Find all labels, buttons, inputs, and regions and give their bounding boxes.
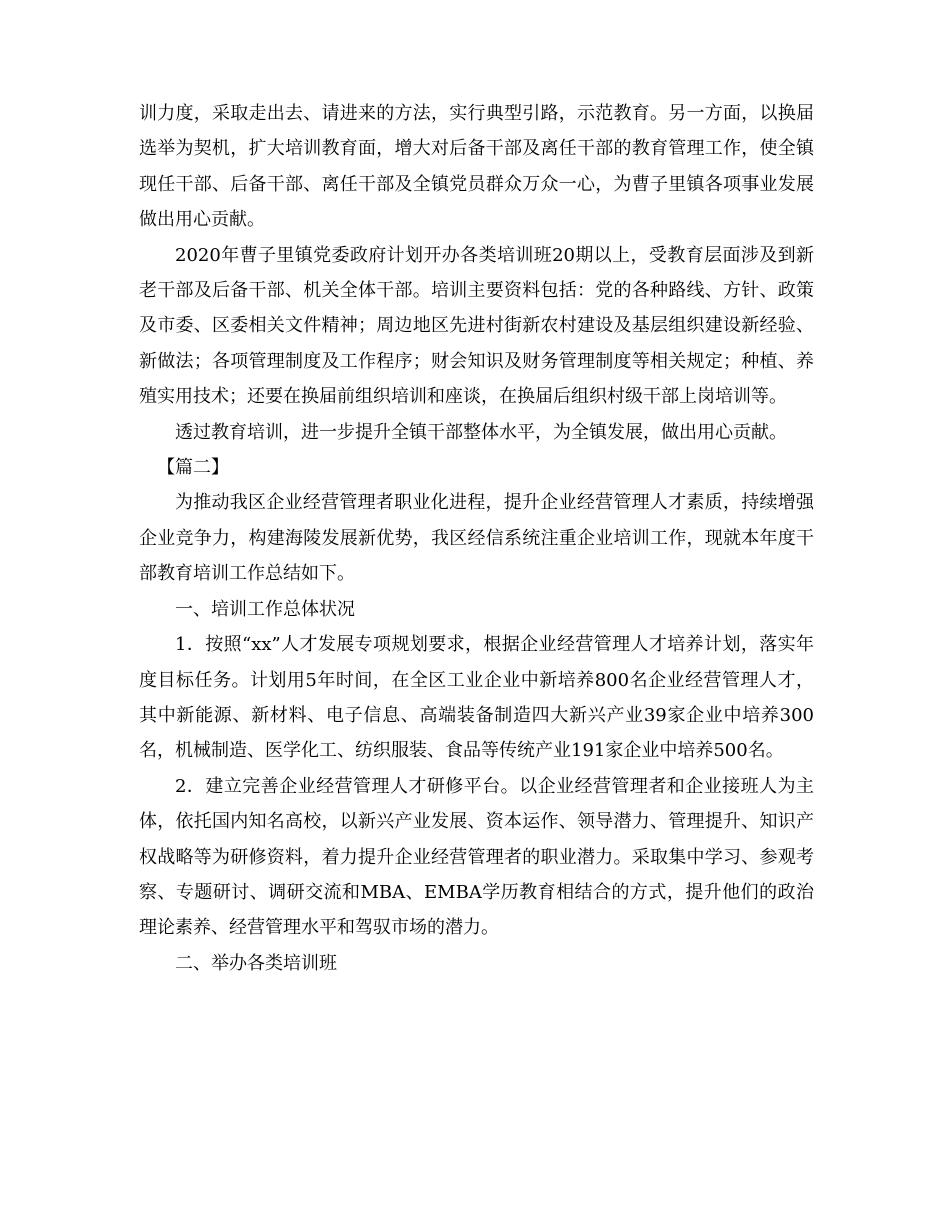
section-heading-part-two: 【篇二】 [157,457,229,479]
heading-training-classes: 二、举办各类培训班 [175,952,337,974]
paragraph-continuation: 训力度，采取走出去、请进来的方法，实行典型引路，示范教育。另一方面，以换届选举为契机，扩大培训教育面，增大对后备干部及离任干部的教育管理工作，使全镇现任干部、后备干部、离任干部及全镇党员群众万众一心，为曹子里镇各项事业发展做出用心贡献。 [139,103,814,231]
paragraph-training-plan-2020: 2020年曹子里镇党委政府计划开办各类培训班20期以上，受教育层面涉及到新老干部及后备干部、机关全体干部。培训主要资料包括：党的各种路线、方针、政策及市委、区委相关文件精神；周边地区先进村街新农村建设及基层组织建设新经验、新做法；各项管理制度及工作程序；财会知识及财务管理制度等相关规定；种植、养殖实用技术；还要在换届前组织培训和座谈，在换届后组织村级干部上岗培训等。 [139,244,814,408]
heading-overall-status: 一、培训工作总体状况 [175,598,355,620]
document-body [139,96,814,981]
paragraph-intro-part-two: 为推动我区企业经营管理者职业化进程，提升企业经营管理人才素质，持续增强企业竞争力，构建海陵发展新优势，我区经信系统注重企业培训工作，现就本年度干部教育培训工作总结如下。 [139,492,814,585]
paragraph-item-2: 2．建立完善企业经营管理人才研修平台。以企业经营管理者和企业接班人为主体，依托国内知名高校，以新兴产业发展、资本运作、领导潜力、管理提升、知识产权战略等为研修资料，着力提升企业经营管理者的职业潜力。采取集中学习、参观考察、专题研讨、调研交流和MBA、EMBA学历教育相结合的方式，提升他们的政治理论素养、经营管理水平和驾驭市场的潜力。 [139,775,814,939]
paragraph-training-summary: 透过教育培训，进一步提升全镇干部整体水平，为全镇发展，做出用心贡献。 [175,421,787,443]
paragraph-item-1: 1．按照“xx”人才发展专项规划要求，根据企业经营管理人才培养计划，落实年度目标任务。计划用5年时间，在全区工业企业中新培养800名企业经营管理人才，其中新能源、新材料、电子信息、高端装备制造四大新兴产业39家企业中培养300名，机械制造、医学化工、纺织服装、食品等传统产业191家企业中培养500名。 [139,634,814,762]
